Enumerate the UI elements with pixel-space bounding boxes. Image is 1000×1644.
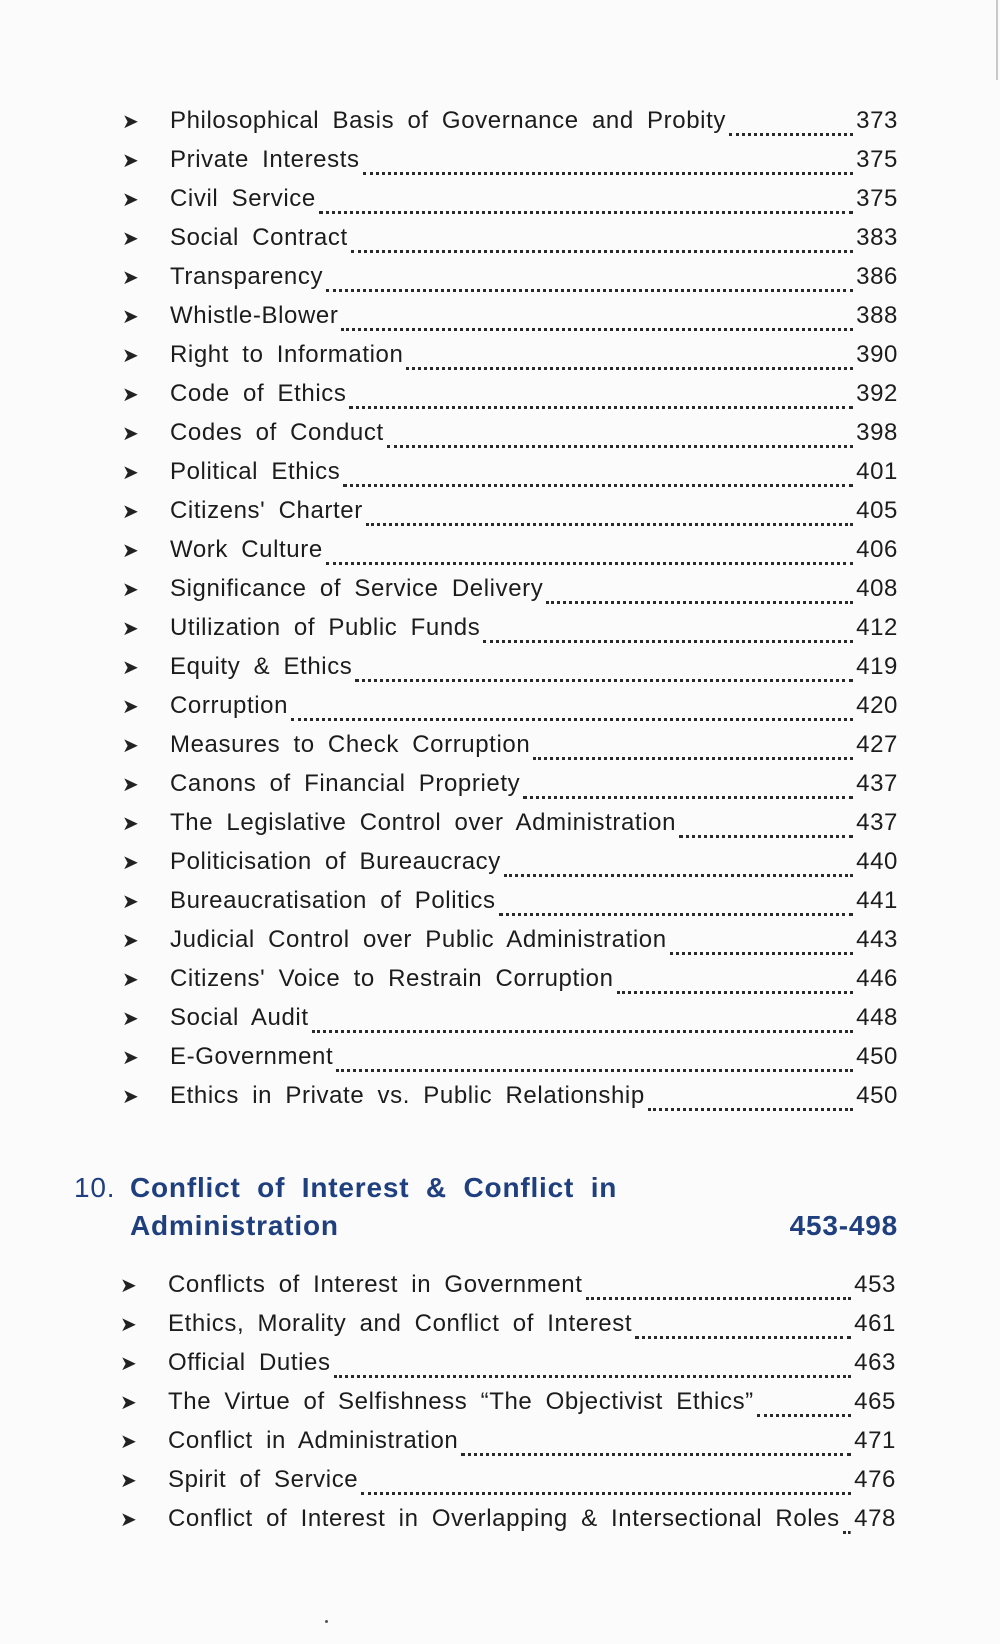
arrowhead-icon: ➤ bbox=[122, 150, 140, 172]
toc-entry-page: 448 bbox=[856, 1004, 898, 1031]
toc-entry-page: 440 bbox=[856, 848, 898, 875]
print-speck bbox=[325, 1620, 328, 1623]
toc-entry-page: 441 bbox=[856, 887, 898, 914]
dot-leader bbox=[326, 560, 853, 565]
toc-entry-page: 375 bbox=[856, 146, 898, 173]
dot-leader bbox=[326, 287, 853, 292]
arrowhead-icon: ➤ bbox=[120, 1470, 138, 1492]
toc-entry-title: Spirit of Service bbox=[168, 1466, 359, 1493]
dot-leader bbox=[341, 326, 853, 331]
dot-leader bbox=[483, 638, 853, 643]
dot-leader bbox=[461, 1451, 851, 1456]
toc-entry-page: 375 bbox=[856, 185, 898, 212]
toc-entry-title: Whistle-Blower bbox=[170, 302, 339, 329]
toc-entry bbox=[122, 887, 898, 926]
toc-entry-page: 465 bbox=[854, 1388, 896, 1415]
arrowhead-icon: ➤ bbox=[122, 306, 140, 328]
dot-leader bbox=[349, 404, 853, 409]
dot-leader bbox=[387, 443, 853, 448]
toc-entry-page: 406 bbox=[856, 536, 898, 563]
toc-entry bbox=[122, 536, 898, 575]
toc-entry bbox=[122, 107, 898, 146]
toc-entry bbox=[120, 1310, 896, 1349]
toc-entry-page: 450 bbox=[856, 1043, 898, 1070]
toc-entry-title: Politicisation of Bureaucracy bbox=[170, 848, 501, 875]
toc-entry-page: 388 bbox=[856, 302, 898, 329]
toc-entry bbox=[122, 458, 898, 497]
toc-entry bbox=[120, 1388, 896, 1427]
toc-entry-title: Measures to Check Corruption bbox=[170, 731, 531, 758]
toc-entry-page: 383 bbox=[856, 224, 898, 251]
arrowhead-icon: ➤ bbox=[122, 891, 140, 913]
arrowhead-icon: ➤ bbox=[120, 1314, 138, 1336]
toc-entry-title: Significance of Service Delivery bbox=[170, 575, 544, 602]
toc-entry-title: Social Audit bbox=[170, 1004, 309, 1031]
toc-entry bbox=[122, 575, 898, 614]
arrowhead-icon: ➤ bbox=[120, 1275, 138, 1297]
toc-entry bbox=[122, 809, 898, 848]
toc-entry-title: Utilization of Public Funds bbox=[170, 614, 481, 641]
toc-entry-page: 427 bbox=[856, 731, 898, 758]
arrowhead-icon: ➤ bbox=[122, 657, 140, 679]
arrowhead-icon: ➤ bbox=[122, 345, 140, 367]
toc-entry bbox=[122, 926, 898, 965]
toc-entry-title: Civil Service bbox=[170, 185, 316, 212]
toc-entry bbox=[122, 380, 898, 419]
toc-entry bbox=[122, 1082, 898, 1121]
dot-leader bbox=[843, 1529, 851, 1534]
arrowhead-icon: ➤ bbox=[122, 1008, 140, 1030]
dot-leader bbox=[334, 1373, 852, 1378]
arrowhead-icon: ➤ bbox=[122, 501, 140, 523]
toc-entry-title: The Virtue of Selfishness “The Objectivist Ethics” bbox=[168, 1388, 754, 1415]
toc-entry-title: Corruption bbox=[170, 692, 289, 719]
toc-entry-title: E-Government bbox=[170, 1043, 334, 1070]
toc-entry-page: 412 bbox=[856, 614, 898, 641]
toc-entry-page: 408 bbox=[856, 575, 898, 602]
dot-leader bbox=[729, 131, 853, 136]
toc-entry-page: 437 bbox=[856, 770, 898, 797]
toc-entry bbox=[120, 1271, 896, 1310]
toc-entry-page: 450 bbox=[856, 1082, 898, 1109]
toc-entry-title: Philosophical Basis of Governance and Probity bbox=[170, 107, 726, 134]
toc-entry-page: 446 bbox=[856, 965, 898, 992]
dot-leader bbox=[312, 1028, 854, 1033]
arrowhead-icon: ➤ bbox=[122, 111, 140, 133]
arrowhead-icon: ➤ bbox=[122, 462, 140, 484]
toc-entry-page: 463 bbox=[854, 1349, 896, 1376]
toc-entry-title: Judicial Control over Public Administration bbox=[170, 926, 667, 953]
dot-leader bbox=[336, 1067, 853, 1072]
toc-entry bbox=[122, 302, 898, 341]
toc-entry-title: The Legislative Control over Administration bbox=[170, 809, 677, 836]
arrowhead-icon: ➤ bbox=[122, 423, 140, 445]
toc-entry-title: Political Ethics bbox=[170, 458, 341, 485]
dot-leader bbox=[679, 833, 853, 838]
toc-entry-title: Ethics in Private vs. Public Relationship bbox=[170, 1082, 645, 1109]
toc-entry-title: Ethics, Morality and Conflict of Interest bbox=[168, 1310, 633, 1337]
page-edge bbox=[996, 0, 998, 80]
dot-leader bbox=[363, 170, 854, 175]
dot-leader bbox=[648, 1106, 853, 1111]
dot-leader bbox=[361, 1490, 851, 1495]
dot-leader bbox=[533, 755, 853, 760]
toc-entry-page: 419 bbox=[856, 653, 898, 680]
toc-entry-title: Citizens' Voice to Restrain Corruption bbox=[170, 965, 614, 992]
dot-leader bbox=[499, 911, 854, 916]
arrowhead-icon: ➤ bbox=[122, 1086, 140, 1108]
arrowhead-icon: ➤ bbox=[122, 1047, 140, 1069]
dot-leader bbox=[523, 794, 853, 799]
toc-entry-title: Conflict in Administration bbox=[168, 1427, 459, 1454]
dot-leader bbox=[504, 872, 853, 877]
dot-leader bbox=[343, 482, 853, 487]
toc-entry bbox=[122, 731, 898, 770]
toc-entry bbox=[122, 692, 898, 731]
toc-entry-title: Bureaucratisation of Politics bbox=[170, 887, 496, 914]
chapter-title-line2: Administration bbox=[130, 1210, 339, 1241]
toc-entry-title: Citizens' Charter bbox=[170, 497, 363, 524]
dot-leader bbox=[406, 365, 853, 370]
dot-leader bbox=[586, 1295, 852, 1300]
toc-entry-page: 401 bbox=[856, 458, 898, 485]
arrowhead-icon: ➤ bbox=[122, 384, 140, 406]
arrowhead-icon: ➤ bbox=[122, 579, 140, 601]
toc-entry-title: Transparency bbox=[170, 263, 324, 290]
toc-list-chapter-10 bbox=[120, 1271, 896, 1544]
toc-entry-title: Conflicts of Interest in Government bbox=[168, 1271, 583, 1298]
chapter-title-line1: Conflict of Interest & Conflict in bbox=[130, 1172, 618, 1203]
arrowhead-icon: ➤ bbox=[120, 1353, 138, 1375]
toc-entry bbox=[120, 1505, 896, 1544]
dot-leader bbox=[351, 248, 853, 253]
toc-entry-title: Codes of Conduct bbox=[170, 419, 384, 446]
dot-leader bbox=[757, 1412, 851, 1417]
toc-entry-title: Code of Ethics bbox=[170, 380, 347, 407]
toc-entry-title: Private Interests bbox=[170, 146, 360, 173]
toc-entry-page: 398 bbox=[856, 419, 898, 446]
toc-entry-page: 476 bbox=[854, 1466, 896, 1493]
toc-entry bbox=[122, 653, 898, 692]
arrowhead-icon: ➤ bbox=[122, 696, 140, 718]
toc-list-section bbox=[122, 107, 898, 1121]
toc-entry-title: Official Duties bbox=[168, 1349, 331, 1376]
toc-entry-page: 390 bbox=[856, 341, 898, 368]
dot-leader bbox=[546, 599, 853, 604]
toc-entry bbox=[122, 224, 898, 263]
toc-entry bbox=[122, 341, 898, 380]
toc-entry bbox=[120, 1427, 896, 1466]
dot-leader bbox=[355, 677, 853, 682]
toc-entry-page: 405 bbox=[856, 497, 898, 524]
toc-entry-page: 420 bbox=[856, 692, 898, 719]
toc-entry bbox=[122, 848, 898, 887]
dot-leader bbox=[291, 716, 853, 721]
toc-entry-title: Social Contract bbox=[170, 224, 348, 251]
dot-leader bbox=[670, 950, 853, 955]
arrowhead-icon: ➤ bbox=[122, 618, 140, 640]
toc-entry bbox=[122, 1004, 898, 1043]
toc-entry-page: 437 bbox=[856, 809, 898, 836]
toc-entry bbox=[120, 1466, 896, 1505]
arrowhead-icon: ➤ bbox=[122, 930, 140, 952]
arrowhead-icon: ➤ bbox=[122, 969, 140, 991]
dot-leader bbox=[319, 209, 853, 214]
arrowhead-icon: ➤ bbox=[122, 735, 140, 757]
toc-entry-page: 392 bbox=[856, 380, 898, 407]
toc-entry-page: 373 bbox=[856, 107, 898, 134]
dot-leader bbox=[635, 1334, 851, 1339]
toc-entry-title: Right to Information bbox=[170, 341, 404, 368]
toc-entry bbox=[122, 614, 898, 653]
arrowhead-icon: ➤ bbox=[120, 1509, 138, 1531]
chapter-number: 10. bbox=[74, 1172, 116, 1203]
arrowhead-icon: ➤ bbox=[122, 813, 140, 835]
toc-entry bbox=[122, 497, 898, 536]
toc-entry-page: 443 bbox=[856, 926, 898, 953]
arrowhead-icon: ➤ bbox=[122, 852, 140, 874]
arrowhead-icon: ➤ bbox=[122, 267, 140, 289]
toc-entry bbox=[120, 1349, 896, 1388]
toc-entry-page: 453 bbox=[854, 1271, 896, 1298]
toc-entry-page: 461 bbox=[854, 1310, 896, 1337]
arrowhead-icon: ➤ bbox=[122, 228, 140, 250]
toc-entry bbox=[122, 1043, 898, 1082]
toc-entry-title: Canons of Financial Propriety bbox=[170, 770, 521, 797]
arrowhead-icon: ➤ bbox=[122, 189, 140, 211]
arrowhead-icon: ➤ bbox=[120, 1392, 138, 1414]
toc-entry bbox=[122, 185, 898, 224]
toc-entry-page: 471 bbox=[854, 1427, 896, 1454]
dot-leader bbox=[617, 989, 854, 994]
toc-entry-title: Equity & Ethics bbox=[170, 653, 353, 680]
toc-entry-page: 386 bbox=[856, 263, 898, 290]
arrowhead-icon: ➤ bbox=[120, 1431, 138, 1453]
toc-entry bbox=[122, 419, 898, 458]
toc-entry bbox=[122, 146, 898, 185]
toc-entry bbox=[122, 965, 898, 1004]
toc-entry bbox=[122, 263, 898, 302]
toc-entry-title: Conflict of Interest in Overlapping & Intersectional Roles bbox=[168, 1505, 840, 1532]
chapter-page-range: 453-498 bbox=[789, 1210, 898, 1241]
arrowhead-icon: ➤ bbox=[122, 540, 140, 562]
dot-leader bbox=[366, 521, 853, 526]
arrowhead-icon: ➤ bbox=[122, 774, 140, 796]
toc-entry-page: 478 bbox=[854, 1505, 896, 1532]
toc-entry-title: Work Culture bbox=[170, 536, 323, 563]
chapter-heading bbox=[74, 1172, 898, 1242]
toc-entry bbox=[122, 770, 898, 809]
